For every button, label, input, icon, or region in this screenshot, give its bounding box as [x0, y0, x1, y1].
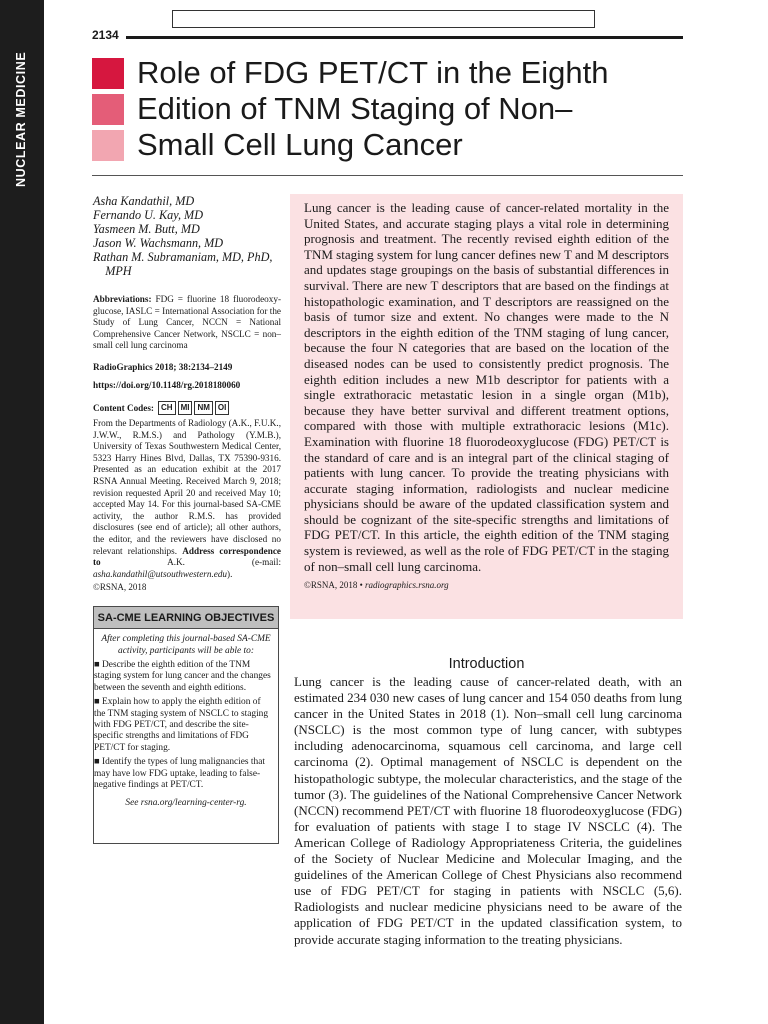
author-list — [93, 194, 272, 278]
affiliation-note — [93, 418, 281, 580]
learning-center-link[interactable]: See rsna.org/learning-center-rg. — [125, 798, 247, 809]
learning-objectives-intro: After completing this journal-based SA-CME activity, participants will be able to: — [101, 634, 271, 656]
title-accent-square-2 — [92, 94, 124, 125]
content-codes-label: Content Codes: — [93, 403, 154, 413]
email-link[interactable]: asha.kandathil@utsouthwestern.edu — [93, 568, 228, 579]
author: Asha Kandathil, MD — [93, 194, 195, 208]
article-title — [137, 55, 609, 163]
address-text: A.K. (e-mail: — [100, 557, 281, 568]
learning-objective: ■ Identify the types of lung malignancies that may have low FDG uptake, leading to false-negative findings at PET/CT. — [94, 757, 265, 791]
author: Yasmeen M. Butt, MD — [93, 222, 200, 236]
title-line-2: Edition of TNM Staging of Non– — [137, 91, 573, 126]
title-line-1: Role of FDG PET/CT in the Eighth — [137, 55, 609, 90]
abstract-text: Lung cancer is the leading cause of cancer-related mortality in the United States, and accurate staging plays a vital role in determining prognosis and treatment. The recently revised eighth edition of the TNM staging system for lung cancer defines new T and M descriptors and updates stage groupings on the basis of substantial differences in survival. There are new T descriptors that are based on the findings at histopathologic examination, and T descriptors are reassigned on the basis of tumor size and extent. No changes were made to the N descriptors in the eighth edition of the TNM staging of lung cancer, because the four N categories that are based on the location of the diseased nodes can be used to consistently predict prognosis. The eighth edition includes a new M1b descriptor for patients with a single extrathoracic metastatic lesion in a single organ (M1b), because they have better survival and different treatment options, compared with those with multiple extrathoracic lesions (M1c). Examination with fluorine 18 fluorodeoxyglucose (FDG) PET/CT is the standard of care and is an integral part of the clinical staging of patients with lung cancer. To provide the treating physicians with accurate staging information, radiologists and nuclear medicine physicians should be aware of the updated classification system and should be cognizant of the site-specific strengths and limitations of FDG PET/CT. In this article, the eighth edition of the TNM staging system is reviewed, as well as the role of FDG PET/CT in the staging of non–small cell lung carcinoma. — [304, 200, 669, 574]
header-rule — [126, 36, 683, 39]
abbreviations — [93, 294, 281, 352]
author: Rathan M. Subramaniam, MD, PhD, — [93, 250, 273, 264]
learning-objectives-box — [93, 606, 279, 844]
introduction-text: Lung cancer is the leading cause of cancer-related death, with an estimated 234 030 new cases of lung cancer and 154 050 deaths from lung cancer in the United States in 2018 (1). Non–small cell lung carcinoma (NSCLC) is the most common type of lung cancer, with subtypes including adenocarcinoma, squamous cell carcinoma, and large cell carcinoma (2). Optimal management of NSCLC is dependent on the histopathologic subtype, the molecular characteristics, and the stage of the tumor (3). The guidelines of the National Comprehensive Cancer Network (NCCN) recommend PET/CT with fluorine 18 fluorodeoxyglucose (FDG) for evaluation of patients with stage I to stage IV NSCLC (4). The American College of Radiology Appropriateness Criteria, the guidelines of the Society of Nuclear Medicine and Molecular Imaging, and the guidelines of the American College of Chest Physicians also recommend use of FDG PET/CT for staging in patients with NSCLC (5,6). Radiologists and nuclear medicine physicians need to be aware of the application of FDG PET/CT in the updated classification system, to provide accurate staging information to the treating physicians. — [294, 674, 682, 947]
header-blank-box — [172, 10, 595, 28]
title-accent-square-1 — [92, 58, 124, 89]
address-label: Address correspondence to — [93, 545, 282, 568]
content-code-badge: OI — [215, 401, 229, 415]
content-code-badge: MI — [178, 401, 193, 415]
author: Fernando U. Kay, MD — [93, 208, 204, 222]
page-number: 2134 — [92, 28, 119, 42]
journal-website-link[interactable]: radiographics.rsna.org — [365, 580, 449, 591]
affiliation-text: From the Departments of Radiology (A.K., F.U.K., J.W.W., R.M.S.) and Pathology (Y.M.B.), University of Texas Southwestern Medical Center, 5323 Harry Hines Blvd, Dallas, TX 75390-9316. Presented as an education exhibit at the 2017 RSNA Annual Meeting. Received March 9, 2018; revision requested April 20 and received May 10; accepted May 14. For this journal-based SA-CME activity, the author R.M.S. has provided disclosures (see end of article); all other authors, the editor, and the reviewers have disclosed no relevant relationships. — [93, 418, 281, 556]
learning-objectives-header: SA-CME LEARNING OBJECTIVES — [94, 607, 278, 629]
abstract-box — [290, 194, 683, 619]
title-accent-square-3 — [92, 130, 124, 161]
title-line-3: Small Cell Lung Cancer — [137, 127, 463, 162]
title-rule — [92, 175, 683, 176]
abbreviations-label: Abbreviations: — [93, 294, 152, 304]
address-end: ). — [227, 568, 233, 579]
section-label: NUCLEAR MEDICINE — [14, 51, 28, 187]
learning-objective: ■ Describe the eighth edition of the TNM staging system for lung cancer and the changes between the seventh and eighth editions. — [94, 660, 271, 693]
doi-link[interactable]: https://doi.org/10.1148/rg.2018180060 — [93, 380, 241, 390]
author: Jason W. Wachsmann, MD — [93, 236, 224, 250]
content-code-badge: CH — [158, 401, 176, 415]
introduction-heading: Introduction — [448, 656, 525, 672]
abstract-copyright: ©RSNA, 2018 • — [304, 580, 365, 591]
author: MPH — [93, 264, 132, 278]
learning-objective: ■ Explain how to apply the eighth edition of the TNM staging system of NSCLC to staging with FDG PET/CT, and describe the site-specific strengths and limitations of FDG PET/CT for staging. — [94, 697, 269, 753]
copyright-note: ©RSNA, 2018 — [93, 582, 147, 592]
citation: RadioGraphics 2018; 38:2134–2149 — [93, 362, 233, 372]
abbreviations-text: FDG = fluorine 18 fluorodeoxyglucose, IASLC = International Association for the Study of Lung Cancer, NCCN = National Comprehensive Cancer Network, NSCLC = non–small cell lung carcinoma — [93, 294, 281, 351]
section-sidebar — [0, 0, 44, 1024]
content-codes — [93, 401, 229, 415]
content-code-badge: NM — [194, 401, 212, 415]
abstract-footer — [304, 580, 669, 590]
